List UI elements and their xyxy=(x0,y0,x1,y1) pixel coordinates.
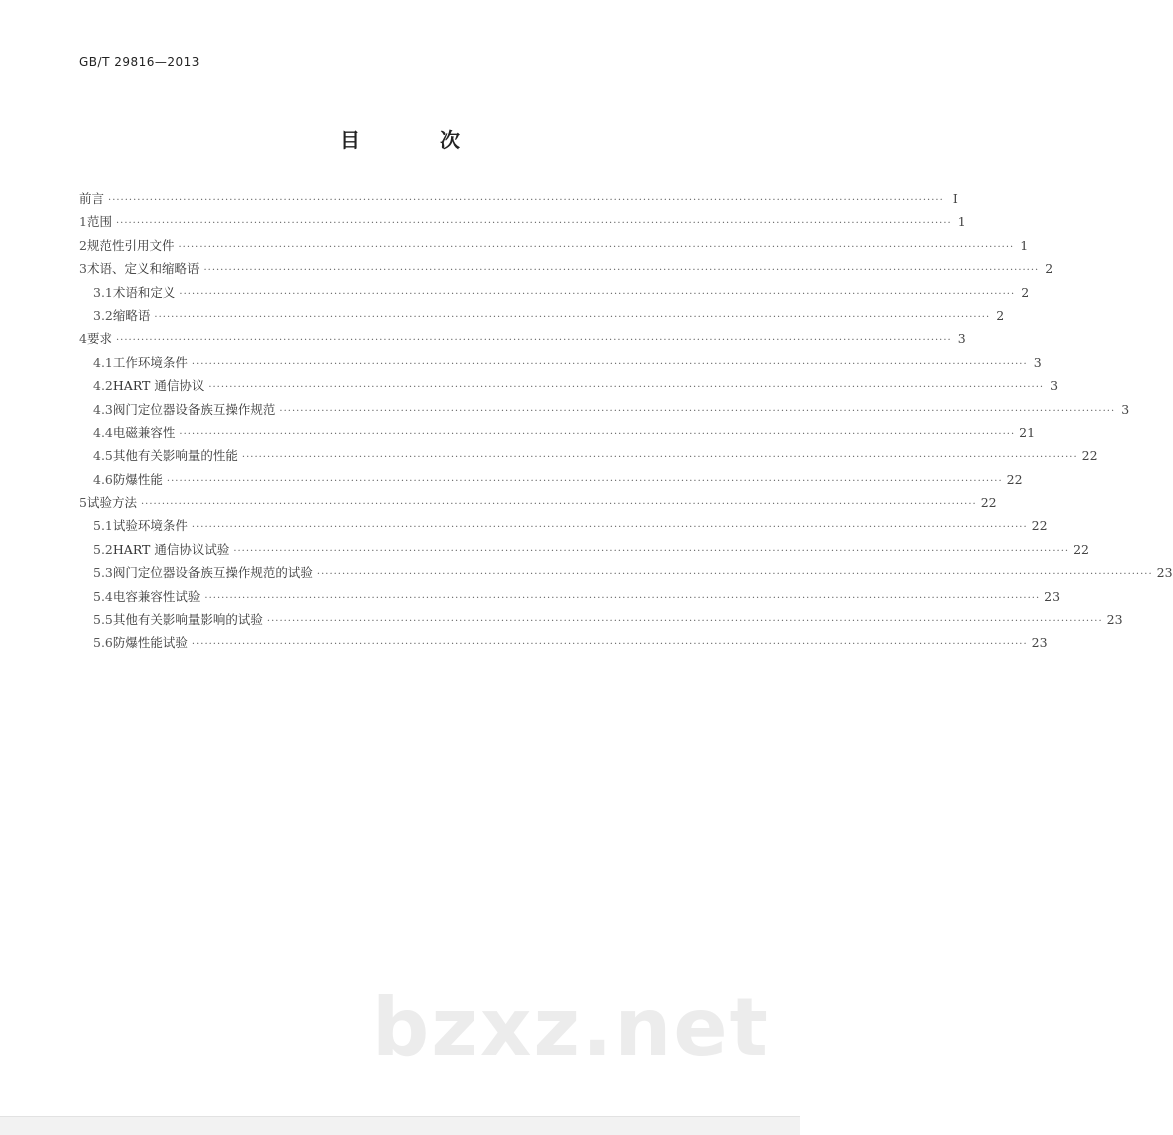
toc-entry-number: 3 xyxy=(79,261,87,277)
toc-entry-number: 5.4 xyxy=(93,588,113,604)
toc-entry[interactable] xyxy=(79,587,1061,610)
toc-entry[interactable] xyxy=(79,493,997,516)
toc-entry[interactable] xyxy=(79,189,958,212)
toc-entry[interactable] xyxy=(79,329,966,352)
toc-entry-label: 试验方法 xyxy=(86,495,137,511)
toc-leader-dots: ········································································································································································································ xyxy=(266,616,1103,628)
toc-entry-label: 电容兼容性试验 xyxy=(112,588,201,604)
toc-entry-number: 3.1 xyxy=(93,284,113,300)
toc-entry[interactable] xyxy=(79,283,1030,306)
toc-leader-dots: ········································································································································································································ xyxy=(204,592,1041,604)
toc-leader-dots: ········································································································································································································ xyxy=(191,358,1028,370)
toc-leader-dots: ········································································································································································································ xyxy=(166,475,1003,487)
toc-leader-dots: ········································································································································································································ xyxy=(279,405,1116,417)
toc-entry-page: 3 xyxy=(957,331,966,347)
toc-entry-page: 22 xyxy=(1006,471,1023,487)
toc-entry-label: 工作环境条件 xyxy=(112,354,188,370)
toc-leader-dots: ········································································································································································································ xyxy=(203,265,1040,277)
toc-entry-label: 规范性引用文件 xyxy=(86,237,175,253)
toc-entry-number: 1 xyxy=(79,214,87,230)
toc-entry[interactable] xyxy=(79,353,1042,376)
toc-entry-label: HART 通信协议 xyxy=(112,378,205,394)
toc-entry-page: 22 xyxy=(1031,518,1048,534)
toc-entry-number: 4.1 xyxy=(93,354,113,370)
toc-entry-page: 23 xyxy=(1031,635,1048,651)
toc-leader-dots: ········································································································································································································ xyxy=(179,288,1016,300)
page-bottom-edge xyxy=(0,1116,800,1135)
toc-entry-label: 要求 xyxy=(86,331,112,347)
toc-entry-number: 4 xyxy=(79,331,87,347)
toc-entry-number: 5.5 xyxy=(93,612,113,628)
toc-entry-page: 23 xyxy=(1106,612,1123,628)
toc-entry-label: 其他有关影响量的性能 xyxy=(112,448,238,464)
toc-entry-number: 2 xyxy=(79,237,87,253)
toc-entry-page: Ⅰ xyxy=(952,191,958,206)
toc-entry-page: 22 xyxy=(980,495,997,511)
toc-leader-dots: ········································································································································································································ xyxy=(154,311,991,323)
toc-entry[interactable] xyxy=(79,212,966,235)
toc-entry-number: 5.1 xyxy=(93,518,113,534)
toc-entry-number: 4.2 xyxy=(93,378,113,394)
toc-entry-label: 前言 xyxy=(79,191,105,206)
toc-entry-label: 范围 xyxy=(86,214,112,230)
table-of-contents xyxy=(79,189,1173,657)
toc-entry-number: 5.6 xyxy=(93,635,113,651)
toc-entry[interactable] xyxy=(79,610,1123,633)
toc-entry-number: 3.2 xyxy=(93,307,113,323)
toc-entry-number: 4.5 xyxy=(93,448,113,464)
toc-leader-dots: ········································································································································································································ xyxy=(191,639,1028,651)
toc-entry-label: 阀门定位器设备族互操作规范的试验 xyxy=(112,565,313,581)
toc-entry-page: 3 xyxy=(1033,354,1042,370)
watermark: bzxz.net xyxy=(372,981,770,1074)
toc-entry-label: 防爆性能试验 xyxy=(112,635,188,651)
toc-entry-label: HART 通信协议试验 xyxy=(112,541,230,557)
toc-leader-dots: ········································································································································································································ xyxy=(178,241,1015,253)
toc-entry-page: 3 xyxy=(1121,401,1130,417)
toc-entry[interactable] xyxy=(79,470,1023,493)
toc-leader-dots: ········································································································································································································ xyxy=(191,522,1028,534)
toc-entry[interactable] xyxy=(79,423,1036,446)
toc-leader-dots: ········································································································································································································ xyxy=(115,218,952,230)
toc-leader-dots: ········································································································································································································ xyxy=(108,195,944,206)
toc-leader-dots: ········································································································································································································ xyxy=(316,569,1153,581)
toc-entry-label: 缩略语 xyxy=(112,307,151,323)
toc-entry[interactable] xyxy=(79,563,1173,586)
toc-entry[interactable] xyxy=(79,306,1005,329)
toc-entry-page: 1 xyxy=(957,214,966,230)
toc-entry-number: 5 xyxy=(79,495,87,511)
toc-entry-number: 4.4 xyxy=(93,424,113,440)
toc-entry-label: 防爆性能 xyxy=(112,471,163,487)
toc-entry-label: 术语、定义和缩略语 xyxy=(86,261,200,277)
toc-entry-page: 23 xyxy=(1044,588,1061,604)
toc-entry-number: 4.6 xyxy=(93,471,113,487)
toc-entry[interactable] xyxy=(79,540,1089,563)
toc-entry-label: 试验环境条件 xyxy=(112,518,188,534)
toc-entry[interactable] xyxy=(79,400,1130,423)
toc-entry[interactable] xyxy=(79,259,1054,282)
toc-entry-page: 21 xyxy=(1019,424,1036,440)
toc-entry-page: 3 xyxy=(1050,378,1059,394)
toc-entry-page: 2 xyxy=(1021,284,1030,300)
toc-entry-page: 2 xyxy=(1045,261,1054,277)
toc-entry[interactable] xyxy=(79,376,1059,399)
toc-entry-label: 术语和定义 xyxy=(112,284,176,300)
toc-entry[interactable] xyxy=(79,446,1098,469)
toc-entry-page: 2 xyxy=(996,307,1005,323)
toc-leader-dots: ········································································································································································································ xyxy=(233,545,1070,557)
toc-entry-page: 1 xyxy=(1020,237,1029,253)
toc-leader-dots: ········································································································································································································ xyxy=(179,428,1016,440)
toc-title: 目 次 xyxy=(340,128,490,152)
toc-entry-page: 23 xyxy=(1156,565,1173,581)
toc-leader-dots: ········································································································································································································ xyxy=(208,382,1045,394)
toc-entry-number: 5.3 xyxy=(93,565,113,581)
toc-leader-dots: ········································································································································································································ xyxy=(241,452,1078,464)
toc-entry[interactable] xyxy=(79,633,1048,656)
toc-entry[interactable] xyxy=(79,516,1048,539)
toc-leader-dots: ········································································································································································································ xyxy=(115,335,952,347)
toc-entry-number: 5.2 xyxy=(93,541,113,557)
toc-leader-dots: ········································································································································································································ xyxy=(140,499,977,511)
toc-entry-label: 电磁兼容性 xyxy=(112,424,176,440)
toc-entry-number: 4.3 xyxy=(93,401,113,417)
toc-entry[interactable] xyxy=(79,236,1029,259)
toc-entry-page: 22 xyxy=(1073,541,1089,557)
standard-code: GB/T 29816—2013 xyxy=(79,55,200,69)
toc-entry-label: 阀门定位器设备族互操作规范 xyxy=(112,401,276,417)
toc-entry-label: 其他有关影响量影响的试验 xyxy=(112,612,263,628)
toc-entry-page: 22 xyxy=(1081,448,1098,464)
